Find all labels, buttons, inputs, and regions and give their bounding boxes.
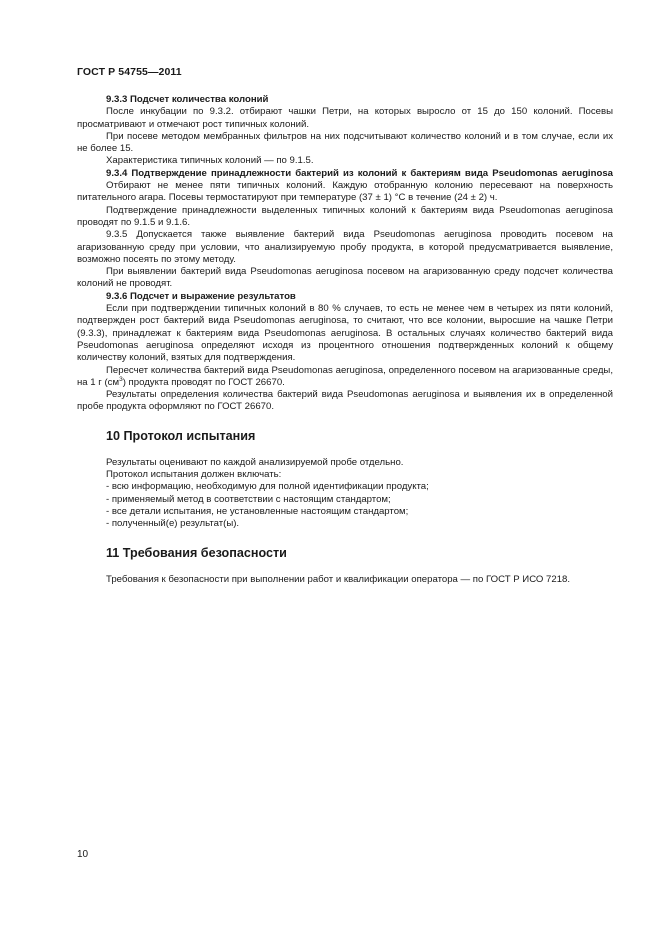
paragraph: Пересчет количества бактерий вида Pseudomonas aeruginosa, определенного посевом на агаризованные среды, на 1 г $(см^3)$ продукта проводят по ГОСТ 26670. — [77, 364, 613, 388]
list-item: - применяемый метод в соответствии с настоящим стандартом; — [106, 493, 391, 505]
paragraph: При выявлении бактерий вида Pseudomonas aeruginosa посевом на агаризованную среду подсчет количества колоний не проводят. — [77, 266, 613, 290]
paragraph: Если при подтверждении типичных колоний в 80 % случаев, то есть не менее чем в четырех из пяти колоний, подтвержден рост бактерий вида Pseudomonas aeruginosa, то считают, что все колонии, выросшие на чашке Петри (9.3.3), принадлежат к бактериям вида Pseudomonas aeruginosa. В остальных случаях количество бактерий вида Pseudomonas aeruginosa определяют исходя из процентного отношения подтвержденных колоний к общему количеству колоний, взятых для подтверждения. — [77, 303, 613, 364]
subsection-title-9-3-6: 9.3.6 Подсчет и выражение результатов — [106, 290, 296, 302]
paragraph: Подтверждение принадлежности выделенных типичных колоний к бактериям вида Pseudomonas aeruginosa проводят по 9.1.5 и 9.1.6. — [77, 204, 613, 228]
paragraph: Результаты оценивают по каждой анализируемой пробе отдельно. — [106, 456, 404, 468]
list-item: - полученный(е) результат(ы). — [106, 518, 240, 530]
document-body — [77, 94, 613, 586]
paragraph: Результаты определения количества бактерий вида Pseudomonas aeruginosa и выявления их в определенной пробе продукта оформляют по ГОСТ 26670. — [77, 389, 613, 413]
section-title-11: 11 Требования безопасности — [106, 545, 287, 560]
paragraph: После инкубации по 9.3.2. отбирают чашки Петри, на которых выросло от 15 до 150 колоний. Посевы просматривают и отмечают рост типичных колоний. — [77, 106, 613, 130]
section-title-10: 10 Протокол испытания — [106, 428, 256, 443]
page-number: 10 — [77, 849, 89, 860]
protocol-list — [77, 481, 613, 530]
subsection-title-9-3-3: 9.3.3 Подсчет количества колоний — [106, 94, 269, 105]
paragraph: Протокол испытания должен включать: — [106, 469, 282, 481]
subsection-title-9-3-4: 9.3.4 Подтверждение принадлежности бактерий из колоний к бактериям вида Pseudomonas aeruginosa — [106, 167, 613, 179]
list-item: - всю информацию, необходимую для полной идентификации продукта; — [106, 481, 429, 493]
paragraph: Отбирают не менее пяти типичных колоний. Каждую отобранную колонию пересевают на поверхность питательного агара. Посевы термостатируют при температуре (37 ± 1) °С в течение (24 ± 2) ч. — [77, 180, 613, 204]
paragraph: Требования к безопасности при выполнении работ и квалификации оператора — по ГОСТ Р ИСО 7218. — [106, 573, 571, 585]
paragraph: Характеристика типичных колоний — по 9.1.5. — [106, 155, 314, 167]
list-item: - все детали испытания, не установленные настоящим стандартом; — [106, 505, 409, 517]
document-header: ГОСТ Р 54755—2011 — [77, 66, 182, 78]
paragraph-9-3-5: 9.3.5 Допускается также выявление бактерий вида Pseudomonas aeruginosa проводить посевом на агаризованную среду при условии, что анализируемую пробу продукта, в которой предусматривается выявление, возможно посеять по этому методу. — [77, 229, 613, 265]
paragraph: При посеве методом мембранных фильтров на них подсчитывают количество колоний и в том случае, если их не более 15. — [77, 130, 613, 155]
